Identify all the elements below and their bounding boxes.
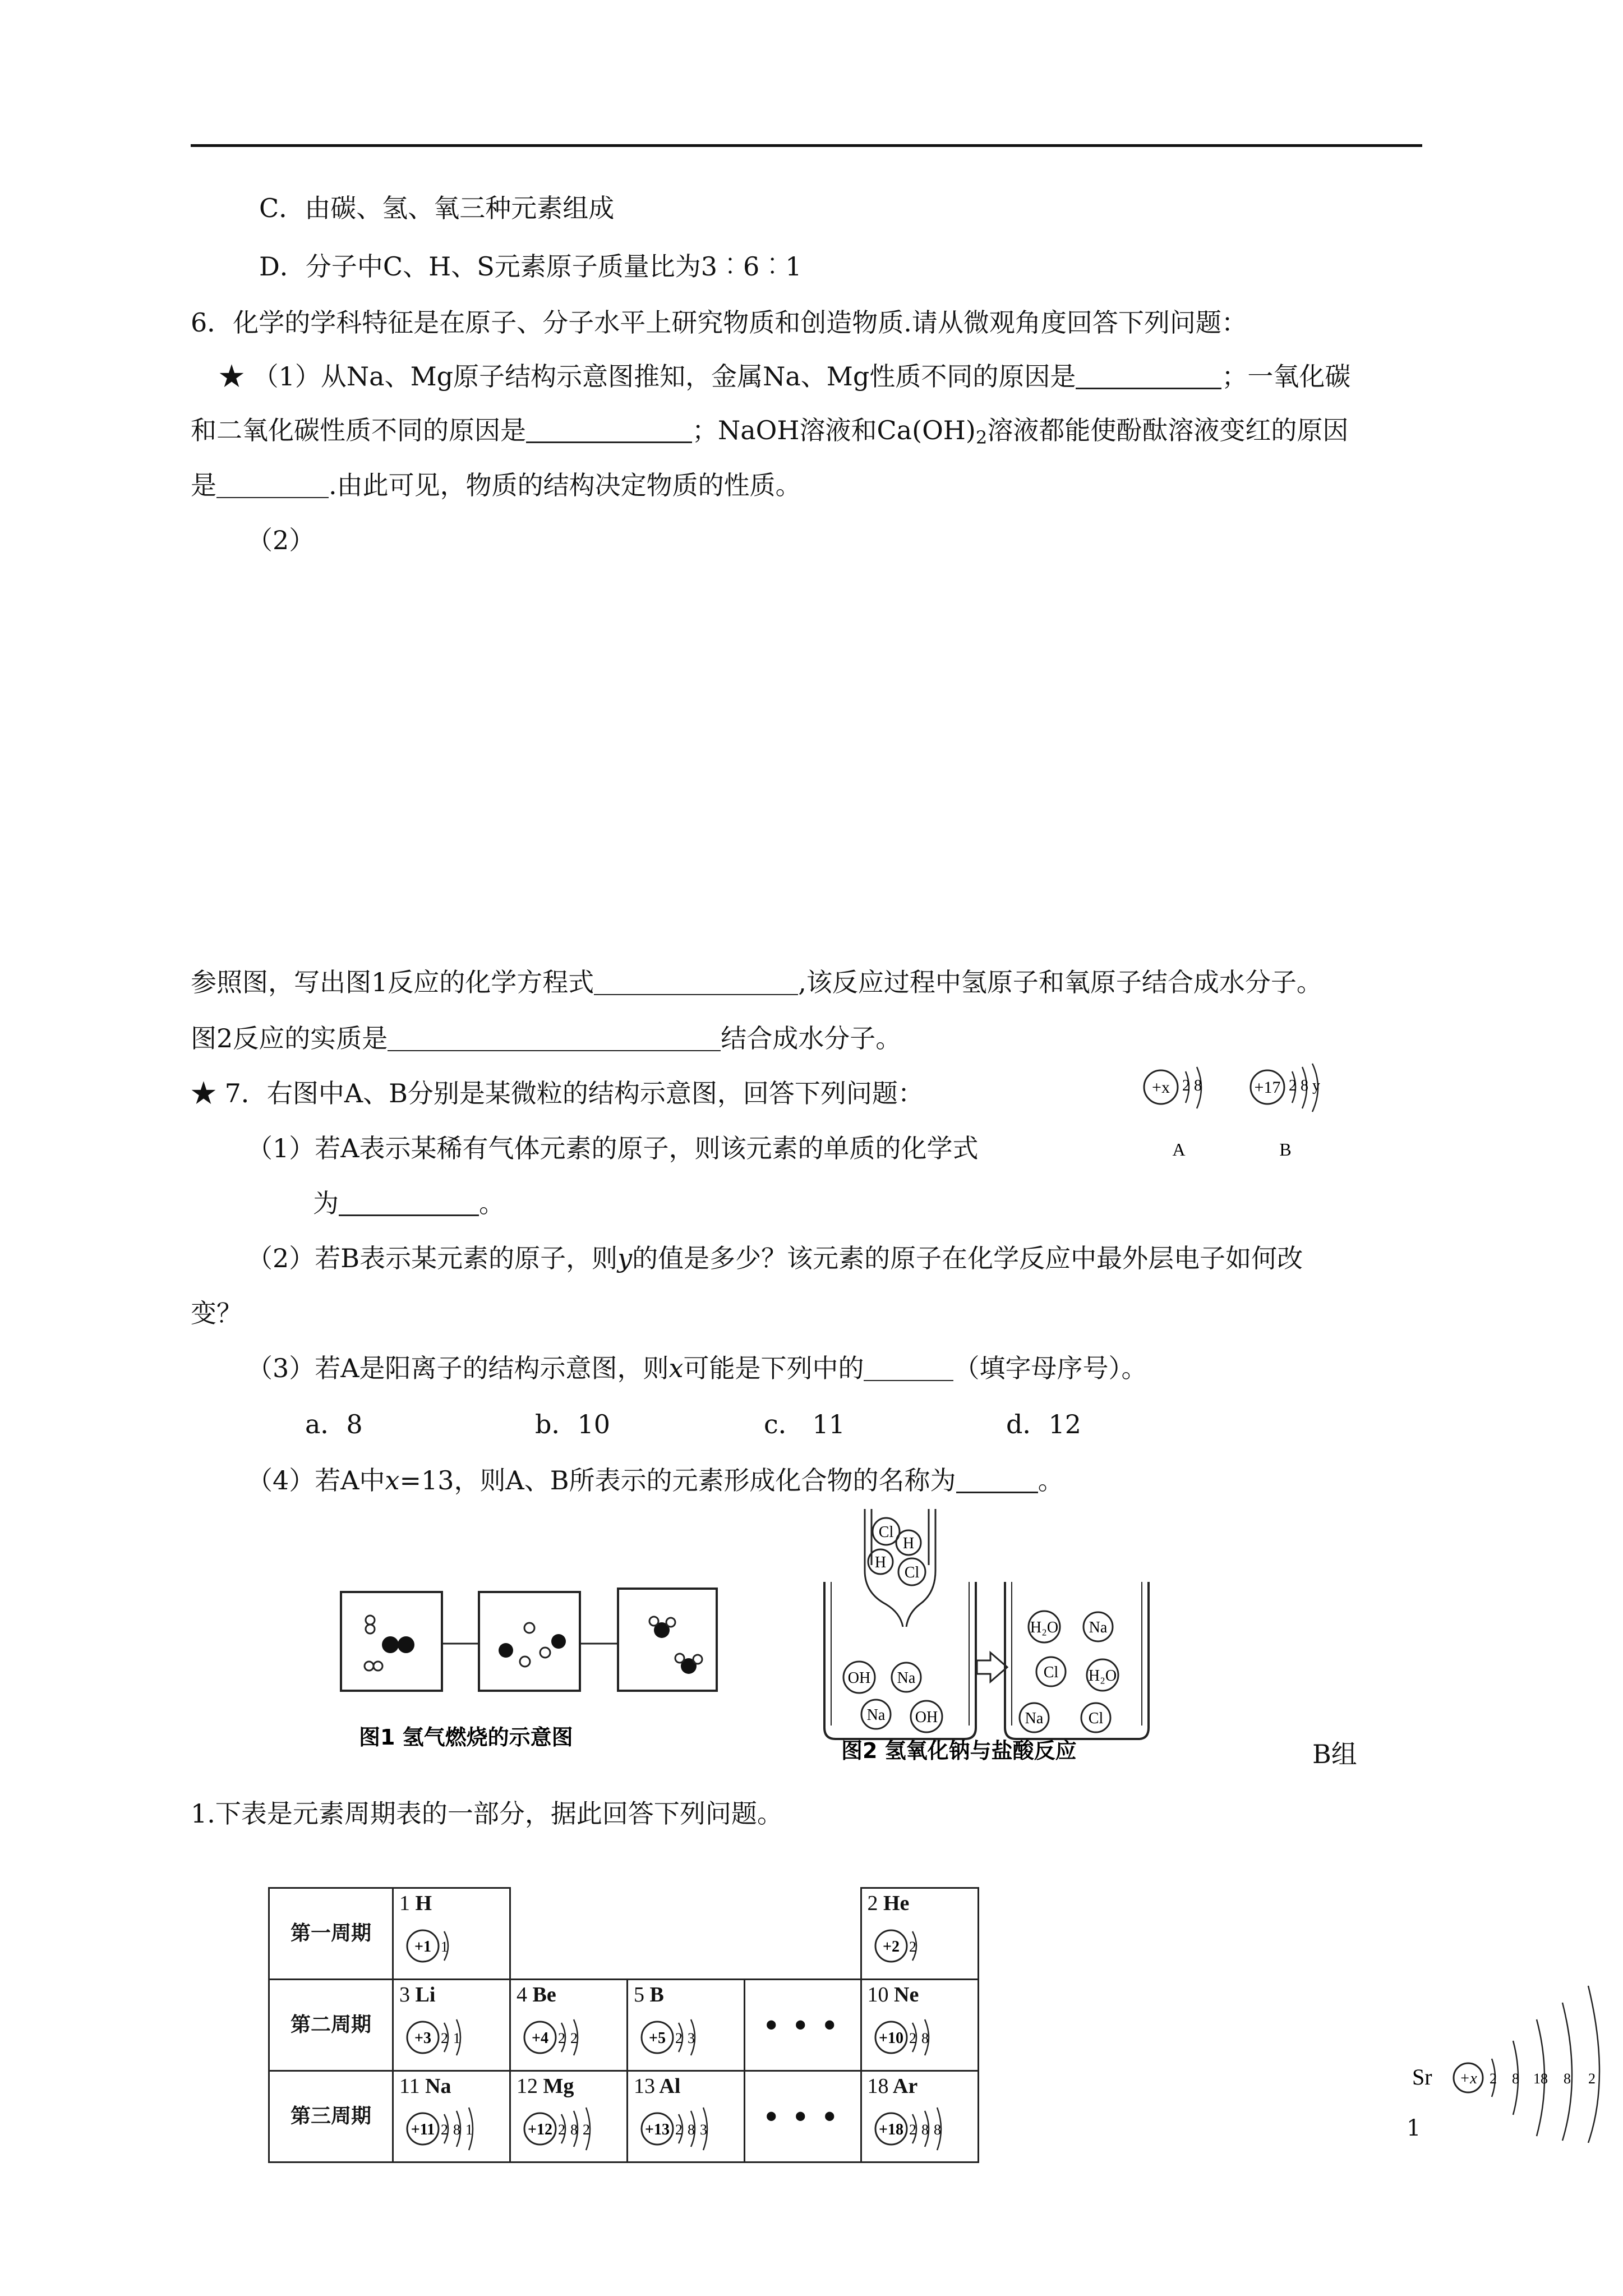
q7-part2-line2: 变？ xyxy=(191,1298,242,1328)
shell-electron-count: 1 xyxy=(441,1939,448,1955)
atomic-number: 10 xyxy=(867,1983,889,2007)
svg-text:Cl: Cl xyxy=(1043,1664,1059,1681)
shell-electron-count: 8 xyxy=(570,2122,578,2138)
figure2-naoh-hcl-reaction xyxy=(802,1509,1150,1761)
shell-electron-count: 2 xyxy=(675,2030,683,2046)
group-b-title: B组 xyxy=(1312,1739,1357,1769)
atomic-number: 5 xyxy=(634,1983,644,2007)
shell-electron-count: 3 xyxy=(700,2122,707,2138)
figure1-caption: 图1 氢气燃烧的示意图 xyxy=(359,1725,573,1750)
period-label: 第三周期 xyxy=(269,2071,393,2162)
nucleus-charge: +2 xyxy=(882,1938,900,1955)
empty-cell xyxy=(745,1888,861,1980)
atom-structure-diagram xyxy=(868,2008,974,2064)
svg-text:2 8 y: 2 8 y xyxy=(1289,1077,1320,1094)
element-cell xyxy=(393,1980,510,2071)
nucleus-charge: +4 xyxy=(532,2030,548,2047)
star-mark: ★ xyxy=(219,361,245,392)
page-number: 1 xyxy=(1407,2115,1421,2141)
q7-option-c: c． 11 xyxy=(764,1409,845,1439)
shell-electron-count: 2 xyxy=(441,2122,448,2138)
q6-part2-line1: 参照图，写出图1反应的化学方程式 ,该反应过程中氢原子和氧原子结合成水分子。 xyxy=(191,967,1322,997)
atomic-number: 13 xyxy=(634,2074,655,2098)
q7-part1-line1: （1）若A表示某稀有气体元素的原子，则该元素的单质的化学式 xyxy=(247,1133,979,1163)
shell-electron-count: 8 xyxy=(688,2122,695,2138)
svg-text:H: H xyxy=(874,1554,887,1571)
shell-electron-count: 2 xyxy=(583,2122,590,2138)
shell-electron-count: 1 xyxy=(465,2122,473,2138)
shell-electron-count: 8 xyxy=(453,2122,460,2138)
element-label xyxy=(399,1982,435,2008)
element-symbol: He xyxy=(883,1892,910,1915)
answer-blank[interactable] xyxy=(864,1354,953,1381)
element-cell xyxy=(861,1980,978,2071)
sr-atom-diagram xyxy=(1408,1975,1621,2143)
svg-text:+x: +x xyxy=(1152,1078,1170,1097)
element-symbol: H xyxy=(415,1892,432,1915)
q6-part1-line3: 是 .由此可见，物质的结构决定物质的性质。 xyxy=(191,470,801,500)
q7-option-d: d．12 xyxy=(1006,1409,1081,1439)
svg-text:Cl: Cl xyxy=(904,1564,920,1581)
element-label xyxy=(517,1982,556,2008)
shell-electron-count: 8 xyxy=(921,2122,929,2138)
atom-a-diagram xyxy=(1144,1067,1202,1159)
q7-option-a: a．8 xyxy=(305,1409,363,1439)
atom-structure-diagram xyxy=(399,1917,506,1973)
atom-structure-ab-diagram xyxy=(1138,1060,1441,1172)
shell-electron-count: 2 xyxy=(909,1939,916,1955)
periodic-table-excerpt xyxy=(268,1887,979,2163)
svg-text:8: 8 xyxy=(1512,2070,1519,2087)
svg-text:2 8: 2 8 xyxy=(1182,1077,1202,1094)
q7-option-b: b．10 xyxy=(535,1409,610,1439)
q7-part3-line: （3）若A是阳离子的结构示意图，则x可能是下列中的 （填字母序号）。 xyxy=(247,1353,1147,1383)
svg-text:B: B xyxy=(1279,1139,1292,1159)
element-symbol: B xyxy=(649,1983,664,2007)
figure1-hydrogen-combustion xyxy=(336,1582,729,1761)
svg-text:Cl: Cl xyxy=(878,1524,894,1541)
nucleus-charge: +3 xyxy=(414,2030,431,2047)
element-symbol: Li xyxy=(415,1983,436,2007)
shell-electron-count: 2 xyxy=(441,2030,448,2046)
answer-blank[interactable] xyxy=(1076,362,1221,389)
answer-blank[interactable] xyxy=(956,1466,1038,1493)
element-label xyxy=(868,1982,919,2008)
answer-blank[interactable] xyxy=(526,416,692,443)
element-cell xyxy=(510,2071,628,2162)
sr-nucleus: +x xyxy=(1459,2070,1477,2087)
shell-electron-count: 1 xyxy=(453,2030,460,2046)
svg-text:Na: Na xyxy=(1089,1619,1108,1636)
q6-part1-line2: 和二氧化碳性质不同的原因是 ；NaOH溶液和$Ca(OH)_2$溶液都能使酚酞溶液变红的原因 xyxy=(191,415,1349,449)
element-symbol: Be xyxy=(532,1983,556,2007)
answer-blank[interactable] xyxy=(339,1189,479,1216)
element-symbol: Ne xyxy=(894,1983,919,2007)
atomic-number: 2 xyxy=(867,1892,878,1915)
atom-structure-diagram xyxy=(517,2100,623,2156)
atom-structure-diagram xyxy=(399,2100,506,2156)
atomic-number: 3 xyxy=(399,1983,410,2007)
element-symbol: Na xyxy=(425,2074,451,2098)
svg-text:8: 8 xyxy=(1564,2070,1571,2087)
q6-part1-line1: ★ （1）从Na、Mg原子结构示意图推知，金属Na、Mg性质不同的原因是 ；一氧化碳 xyxy=(219,361,1351,392)
svg-text:Na: Na xyxy=(1025,1710,1044,1727)
answer-blank[interactable] xyxy=(388,1024,721,1051)
header-rule xyxy=(191,144,1422,147)
atom-structure-diagram xyxy=(868,1917,974,1973)
shell-electron-count: 2 xyxy=(675,2122,683,2138)
nucleus-charge: +12 xyxy=(528,2121,552,2138)
svg-text:H₂O: H₂O xyxy=(1030,1619,1059,1636)
svg-text:2: 2 xyxy=(1490,2070,1497,2087)
q7-part4-line: （4）若A中x=13，则A、B所表示的元素形成化合物的名称为 。 xyxy=(247,1465,1064,1496)
nucleus-charge: +1 xyxy=(414,1938,431,1955)
answer-blank[interactable] xyxy=(216,471,329,498)
atom-structure-diagram xyxy=(399,2008,506,2064)
atomic-number: 1 xyxy=(399,1892,410,1915)
ellipsis-cell: • • • xyxy=(745,2071,861,2162)
figure2-caption: 图2 氢氧化钠与盐酸反应 xyxy=(841,1738,1077,1761)
q6-part2-label: （2） xyxy=(247,525,315,555)
svg-text:OH: OH xyxy=(847,1669,871,1687)
nucleus-charge: +18 xyxy=(878,2121,903,2138)
q6-stem: 6．化学的学科特征是在原子、分子水平上研究物质和创造物质.请从微观角度回答下列问题： xyxy=(191,307,1247,338)
shell-electron-count: 3 xyxy=(688,2030,695,2046)
svg-text:H: H xyxy=(902,1535,915,1552)
element-label xyxy=(399,1891,432,1917)
shell-electron-count: 8 xyxy=(933,2122,941,2138)
periodic-row xyxy=(269,1980,979,2071)
element-cell xyxy=(628,1980,745,2071)
atomic-number: 4 xyxy=(517,1983,527,2007)
period-label: 第二周期 xyxy=(269,1980,393,2071)
q7-stem: ★ 7．右图中A、B分别是某微粒的结构示意图，回答下列问题： xyxy=(191,1078,924,1108)
nucleus-charge: +13 xyxy=(645,2121,670,2138)
atom-b-diagram xyxy=(1251,1064,1320,1159)
svg-text:A: A xyxy=(1172,1139,1186,1159)
group-b-q1-stem: 1.下表是元素周期表的一部分，据此回答下列问题。 xyxy=(191,1798,783,1829)
element-label xyxy=(868,2074,918,2100)
shell-electron-count: 2 xyxy=(909,2030,916,2046)
element-label xyxy=(517,2074,574,2100)
shell-electron-count: 2 xyxy=(570,2030,578,2046)
nucleus-charge: +11 xyxy=(411,2121,435,2138)
nucleus-charge: +10 xyxy=(878,2030,903,2047)
atomic-number: 18 xyxy=(867,2074,889,2098)
element-label xyxy=(634,2074,680,2100)
svg-text:Na: Na xyxy=(897,1669,916,1687)
svg-text:Cl: Cl xyxy=(1088,1710,1104,1727)
atom-structure-diagram xyxy=(868,2100,974,2156)
shell-electron-count: 2 xyxy=(558,2122,565,2138)
element-cell xyxy=(393,2071,510,2162)
atom-structure-diagram xyxy=(634,2100,740,2156)
svg-text:+17: +17 xyxy=(1254,1078,1281,1097)
atomic-number: 11 xyxy=(399,2074,420,2098)
element-label xyxy=(399,2074,451,2100)
element-symbol: Al xyxy=(659,2074,681,2098)
element-label xyxy=(868,1891,910,1917)
empty-cell xyxy=(510,1888,628,1980)
element-cell xyxy=(861,2071,978,2162)
svg-text:H₂O: H₂O xyxy=(1088,1667,1117,1685)
element-cell xyxy=(628,2071,745,2162)
element-label xyxy=(634,1982,664,2008)
element-cell xyxy=(861,1888,978,1980)
svg-text:Na: Na xyxy=(866,1706,886,1724)
svg-text:2: 2 xyxy=(1588,2070,1596,2087)
q6-part2-line2: 图2反应的实质是 结合成水分子。 xyxy=(191,1023,902,1053)
atom-structure-diagram xyxy=(634,2008,740,2064)
element-cell xyxy=(510,1980,628,2071)
q7-part1-line2: 为 。 xyxy=(313,1188,505,1218)
atom-structure-diagram xyxy=(517,2008,623,2064)
svg-text:OH: OH xyxy=(915,1709,938,1726)
empty-cell xyxy=(628,1888,745,1980)
q5-option-c: C．由碳、氢、氧三种元素组成 xyxy=(259,193,615,223)
period-label: 第一周期 xyxy=(269,1888,393,1980)
element-symbol: Mg xyxy=(543,2074,574,2098)
shell-electron-count: 2 xyxy=(558,2030,565,2046)
element-cell xyxy=(393,1888,510,1980)
ellipsis-cell: • • • xyxy=(745,1980,861,2071)
periodic-row xyxy=(269,1888,979,1980)
q5-option-d: D．分子中C、H、S元素原子质量比为3︰6︰1 xyxy=(259,251,802,282)
periodic-row xyxy=(269,2071,979,2162)
element-symbol: Ar xyxy=(892,2074,918,2098)
shell-electron-count: 2 xyxy=(909,2122,916,2138)
atomic-number: 12 xyxy=(517,2074,538,2098)
sr-symbol: Sr xyxy=(1412,2064,1432,2090)
q7-part2-line1: （2）若B表示某元素的原子，则y的值是多少？该元素的原子在化学反应中最外层电子如何改 xyxy=(247,1243,1303,1273)
shell-electron-count: 8 xyxy=(921,2030,929,2046)
nucleus-charge: +5 xyxy=(649,2030,666,2047)
answer-blank[interactable] xyxy=(594,968,798,995)
svg-text:18: 18 xyxy=(1533,2070,1548,2087)
